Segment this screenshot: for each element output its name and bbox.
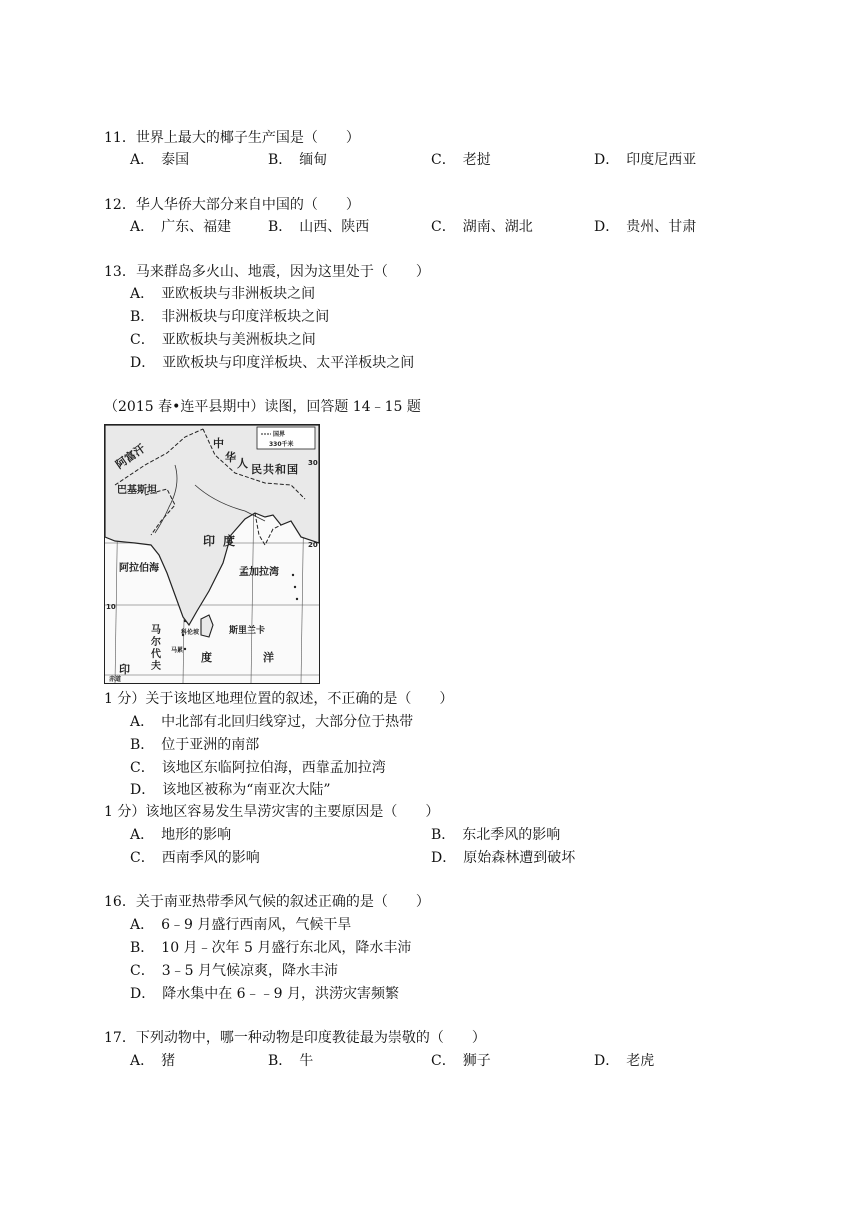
- label-china-5: 共: [263, 463, 274, 476]
- label-china-2: 华: [225, 451, 236, 464]
- label-male: 马累: [171, 647, 184, 654]
- label-china-6: 和: [275, 463, 286, 476]
- q11-option-c[interactable]: C． 老挝: [431, 152, 491, 168]
- legend-scale-label: 330千米: [269, 441, 294, 448]
- lat-tick-10: 10: [106, 603, 116, 611]
- q15-option-a[interactable]: A． 地形的影响: [130, 827, 232, 843]
- label-equator: 赤道: [109, 676, 122, 683]
- q12-option-d[interactable]: D． 贵州、甘肃: [594, 219, 697, 235]
- q16-option-c[interactable]: C． 3﹣5 月气候凉爽，降水丰沛: [130, 963, 338, 979]
- label-maldives-2: 尔: [151, 637, 161, 648]
- question-13-stem: 13．马来群岛多火山、地震，因为这里处于（ ）: [104, 264, 430, 280]
- q14-option-c[interactable]: C． 该地区东临阿拉伯海，西靠孟加拉湾: [130, 760, 386, 776]
- q11-option-d[interactable]: D． 印度尼西亚: [594, 152, 697, 168]
- label-china-7: 国: [287, 463, 298, 476]
- q15-option-b[interactable]: B． 东北季风的影响: [431, 827, 561, 843]
- label-indian-ocean-1: 印: [119, 663, 130, 676]
- label-india-2: 度: [223, 534, 236, 548]
- lat-tick-30: 30: [308, 459, 318, 467]
- label-sri-lanka: 斯里兰卡: [229, 626, 266, 636]
- q16-option-b[interactable]: B． 10 月﹣次年 5 月盛行东北风，降水丰沛: [130, 940, 412, 956]
- label-indian-ocean-2: 度: [201, 651, 212, 664]
- label-maldives-3: 代: [151, 649, 161, 660]
- label-colombo: 科伦坡: [181, 629, 200, 636]
- question-14-stem: 1 分）关于该地区地理位置的叙述，不正确的是（ ）: [104, 691, 454, 707]
- q11-option-b[interactable]: B． 缅甸: [268, 152, 328, 168]
- q12-option-c[interactable]: C． 湖南、湖北: [431, 219, 533, 235]
- q12-option-a[interactable]: A． 广东、福建: [130, 219, 232, 235]
- q15-option-d[interactable]: D． 原始森林遭到破坏: [431, 850, 576, 866]
- q14-option-d[interactable]: D． 该地区被称为“南亚次大陆”: [130, 782, 331, 798]
- label-pakistan: 巴基斯坦: [117, 485, 157, 496]
- question-15-stem: 1 分）该地区容易发生旱涝灾害的主要原因是（ ）: [104, 804, 440, 820]
- label-india-1: 印: [203, 534, 216, 548]
- q17-option-b[interactable]: B． 牛: [268, 1053, 314, 1069]
- q14-option-a[interactable]: A． 中北部有北回归线穿过，大部分位于热带: [130, 714, 414, 730]
- label-afghanistan: 阿富汗: [113, 441, 148, 472]
- q11-option-a[interactable]: A． 泰国: [130, 152, 190, 168]
- questions-14-15-intro: （2015 春•连平县期中）读图，回答题 14﹣15 题: [104, 399, 421, 415]
- lat-tick-20: 20: [308, 541, 318, 549]
- label-maldives-1: 马: [151, 625, 161, 636]
- q13-option-d[interactable]: D． 亚欧板块与印度洋板块、太平洋板块之间: [130, 355, 415, 371]
- label-china-1: 中: [213, 437, 224, 450]
- label-china-4: 民: [251, 463, 262, 476]
- q15-option-c[interactable]: C． 西南季风的影响: [130, 850, 260, 866]
- q16-option-d[interactable]: D． 降水集中在 6﹣﹣9 月，洪涝灾害频繁: [130, 986, 399, 1002]
- label-china-3: 人: [237, 457, 248, 470]
- q13-option-b[interactable]: B． 非洲板块与印度洋板块之间: [130, 309, 330, 325]
- label-bay-of-bengal: 孟加拉湾: [239, 567, 279, 578]
- q17-option-d[interactable]: D． 老虎: [594, 1053, 655, 1069]
- q16-option-a[interactable]: A． 6﹣9 月盛行西南风，气候干旱: [130, 917, 352, 933]
- south-asia-map-graphic: [105, 425, 319, 683]
- question-16-stem: 16．关于南亚热带季风气候的叙述正确的是（ ）: [104, 894, 430, 910]
- q17-option-c[interactable]: C． 狮子: [431, 1053, 491, 1069]
- q14-option-b[interactable]: B． 位于亚洲的南部: [130, 737, 260, 753]
- q13-option-c[interactable]: C． 亚欧板块与美洲板块之间: [130, 332, 316, 348]
- q13-option-a[interactable]: A． 亚欧板块与非洲板块之间: [130, 286, 316, 302]
- question-12-stem: 12．华人华侨大部分来自中国的（ ）: [104, 197, 360, 213]
- label-maldives-4: 夫: [151, 661, 161, 672]
- question-11-stem: 11．世界上最大的椰子生产国是（ ）: [104, 130, 360, 146]
- q17-option-a[interactable]: A． 猪: [130, 1053, 176, 1069]
- south-asia-map: [104, 424, 320, 684]
- question-17-stem: 17．下列动物中，哪一种动物是印度教徒最为崇敬的（ ）: [104, 1030, 486, 1046]
- label-arabian-sea: 阿拉伯海: [119, 563, 159, 574]
- q12-option-b[interactable]: B． 山西、陕西: [268, 219, 370, 235]
- label-indian-ocean-3: 洋: [263, 651, 274, 664]
- legend-border-label: 国界: [273, 431, 286, 438]
